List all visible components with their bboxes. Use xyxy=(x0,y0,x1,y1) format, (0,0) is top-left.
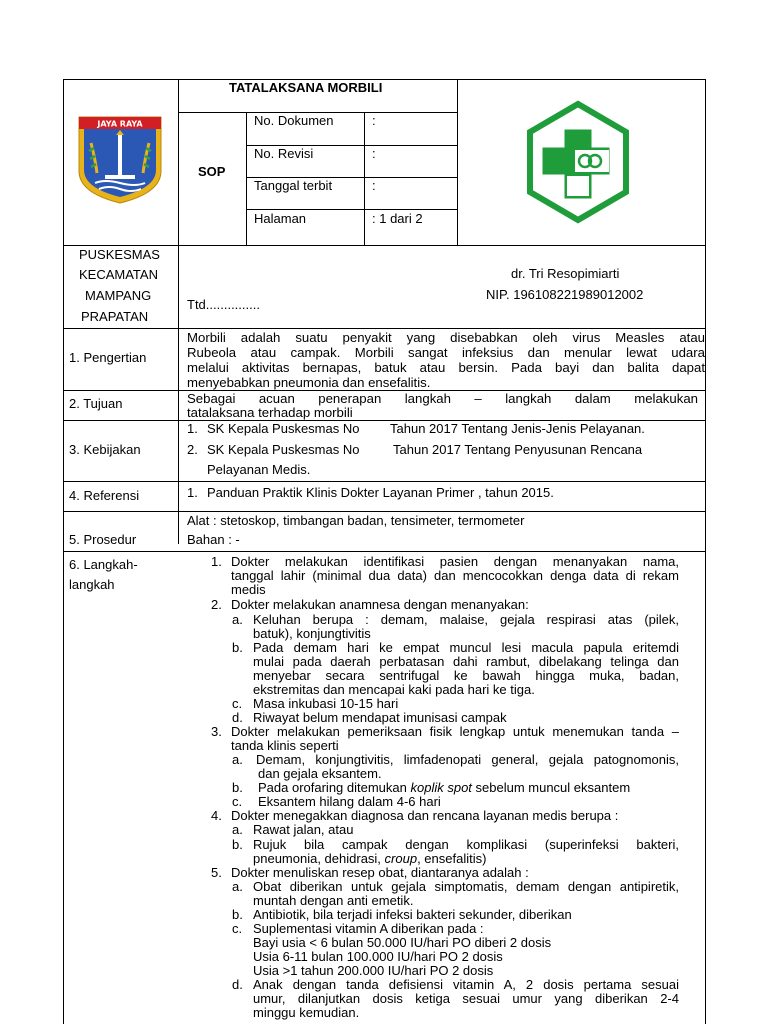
sub-number: a. xyxy=(232,822,243,837)
section-label-langkah: 6. Langkah- xyxy=(69,557,138,572)
signer-nip: NIP. 196108221989012002 xyxy=(486,287,644,302)
sub-text: Eksantem hilang dalam 4-6 hari xyxy=(258,794,441,809)
item-text: SK Kepala Puskesmas No xyxy=(207,421,360,436)
sub-text: Suplementasi vitamin A diberikan pada : xyxy=(253,921,484,936)
sub-text: pneumonia, dehidrasi, croup, ensefalitis) xyxy=(253,851,487,866)
doc-row-value: : 1 dari 2 xyxy=(372,211,423,226)
section-label-langkah-cont: langkah xyxy=(69,577,115,592)
sub-number: c. xyxy=(232,696,243,711)
sub-text: Antibiotik, bila terjadi infeksi bakteri sekunder, diberikan xyxy=(253,907,572,922)
sub-text: Obat diberikan untuk gejala simptomatis, demam dengan antipiretik, xyxy=(253,879,679,894)
sub-text: Usia >1 tahun 200.000 IU/hari PO 2 dosis xyxy=(253,963,494,978)
sub-text: minggu kemudian. xyxy=(253,1005,360,1020)
sub-text: ekstremitas dan mencapai kaki pada hari ke tiga. xyxy=(253,682,535,697)
sub-number: b. xyxy=(232,780,243,795)
sub-text: Usia 6-11 bulan 100.000 IU/hari PO 2 dosis xyxy=(253,949,503,964)
item-text: Tahun 2017 Tentang Jenis-Jenis Pelayanan. xyxy=(390,421,645,436)
text-line: menyebabkan pneumonia dan ensefalitis. xyxy=(187,375,431,390)
step-number: 2. xyxy=(211,597,222,612)
sub-text: Bayi usia < 6 bulan 50.000 IU/hari PO diberi 2 dosis xyxy=(253,935,552,950)
item-number: 1. xyxy=(187,485,198,500)
org-line: KECAMATAN xyxy=(79,267,158,282)
sub-text: muntah dengan anti emetik. xyxy=(253,893,414,908)
bahan-text: Bahan : - xyxy=(187,532,240,547)
step-text: tanda klinis seperti xyxy=(231,738,339,753)
step-text: Dokter melakukan identifikasi pasien dengan menanyakan nama, xyxy=(231,554,679,569)
section-label-kebijakan: 3. Kebijakan xyxy=(69,442,141,457)
doc-row-label: Halaman xyxy=(254,211,307,226)
section-label-tujuan: 2. Tujuan xyxy=(69,396,123,411)
step-text: medis xyxy=(231,582,266,597)
step-text: Dokter melakukan anamnesa dengan menanyakan: xyxy=(231,597,529,612)
text-line: Sebagai acuan penerapan langkah – langkah dalam melakukan xyxy=(187,391,698,406)
item-number: 2. xyxy=(187,442,198,457)
sub-text: Keluhan berupa : demam, malaise, gejala respirasi atas (pilek, xyxy=(253,612,679,627)
sop-label: SOP xyxy=(198,164,226,179)
sub-text: Masa inkubasi 10-15 hari xyxy=(253,696,399,711)
puskesmas-logo xyxy=(525,100,631,224)
org-line: PUSKESMAS xyxy=(79,247,160,262)
item-text: SK Kepala Puskesmas No xyxy=(207,442,360,457)
sub-text: mulai pada daerah perbatasan dahi rambut, dibelakang telinga dan xyxy=(253,654,679,669)
sub-text: menyebar secara sentrifugal ke bawah hingga muka, badan, xyxy=(253,668,679,683)
document-title: TATALAKSANA MORBILI xyxy=(229,80,383,95)
section-label-prosedur: 5. Prosedur xyxy=(69,532,137,547)
item-text: Pelayanan Medis. xyxy=(207,462,311,477)
item-text: Tahun 2017 Tentang Penyusunan Rencana xyxy=(393,442,643,457)
sub-text: batuk), konjungtivitis xyxy=(253,626,371,641)
sub-number: a. xyxy=(232,879,243,894)
text-line: Rubeola atau campak. Morbili sangat infeksius dan menular lewat udara xyxy=(187,345,705,360)
step-number: 1. xyxy=(211,554,222,569)
sub-number: b. xyxy=(232,837,243,852)
item-number: 1. xyxy=(187,421,198,436)
sub-number: d. xyxy=(232,977,243,992)
sub-text: umur, dilanjutkan dosis ketiga sesuai umur yang diberikan 2-4 xyxy=(253,991,679,1006)
alat-text: Alat : stetoskop, timbangan badan, tensimeter, termometer xyxy=(187,513,525,528)
sub-text: dan gejala eksantem. xyxy=(258,766,382,781)
step-text: Dokter menegakkan diagnosa dan rencana layanan medis berupa : xyxy=(231,808,619,823)
step-text: tanggal lahir (minimal dua data) dan mencocokkan denga data di rekam xyxy=(231,568,679,583)
sub-number: c. xyxy=(232,921,243,936)
doc-row-label: Tanggal terbit xyxy=(254,178,333,193)
signature-placeholder: Ttd............... xyxy=(187,297,260,312)
step-number: 3. xyxy=(211,724,222,739)
section-label-referensi: 4. Referensi xyxy=(69,488,140,503)
sub-text: Riwayat belum mendapat imunisasi campak xyxy=(253,710,507,725)
step-text: Dokter melakukan pemeriksaan fisik lengkap untuk menemukan tanda – xyxy=(231,724,679,739)
text-line: melalui aktivitas bernapas, batuk atau bersin. Pada bayi dan balita dapat xyxy=(187,360,705,375)
sub-text: Pada demam hari ke empat muncul lesi macula papula eritemdi xyxy=(253,640,679,655)
sub-text: Rawat jalan, atau xyxy=(253,822,354,837)
emblem-text: JAYA RAYA xyxy=(97,119,143,129)
sub-text: Rujuk bila campak dengan komplikasi (superinfeksi bakteri, xyxy=(253,837,679,852)
text-line: tatalaksana terhadap morbili xyxy=(187,405,353,420)
doc-row-label: No. Dokumen xyxy=(254,113,334,128)
doc-row-value: : xyxy=(372,113,376,128)
sub-number: b. xyxy=(232,907,243,922)
sub-number: a. xyxy=(232,752,243,767)
sub-text: Demam, konjungtivitis, limfadenopati general, gejala patognomonis, xyxy=(256,752,679,767)
sub-number: a. xyxy=(232,612,243,627)
step-number: 5. xyxy=(211,865,222,880)
sub-number: b. xyxy=(232,640,243,655)
section-label-pengertian: 1. Pengertian xyxy=(69,350,147,365)
step-text: Dokter menuliskan resep obat, diantaranya adalah : xyxy=(231,865,529,880)
sub-text: Pada orofaring ditemukan koplik spot sebelum muncul eksantem xyxy=(258,780,631,795)
doc-row-value: : xyxy=(372,146,376,161)
org-line: MAMPANG xyxy=(85,288,152,303)
text-line: Morbili adalah suatu penyakit yang disebabkan oleh virus Measles atau xyxy=(187,330,705,345)
item-text: Panduan Praktik Klinis Dokter Layanan Primer , tahun 2015. xyxy=(207,485,554,500)
org-line: PRAPATAN xyxy=(81,309,149,324)
jakarta-emblem-logo xyxy=(75,113,165,205)
sub-text: Anak dengan tanda defisiensi vitamin A, 2 dosis pertama sesuai xyxy=(253,977,679,992)
sub-number: c. xyxy=(232,794,243,809)
step-number: 4. xyxy=(211,808,222,823)
sub-number: d. xyxy=(232,710,243,725)
doc-row-value: : xyxy=(372,178,376,193)
signer-name: dr. Tri Resopimiarti xyxy=(511,266,620,281)
doc-row-label: No. Revisi xyxy=(254,146,314,161)
